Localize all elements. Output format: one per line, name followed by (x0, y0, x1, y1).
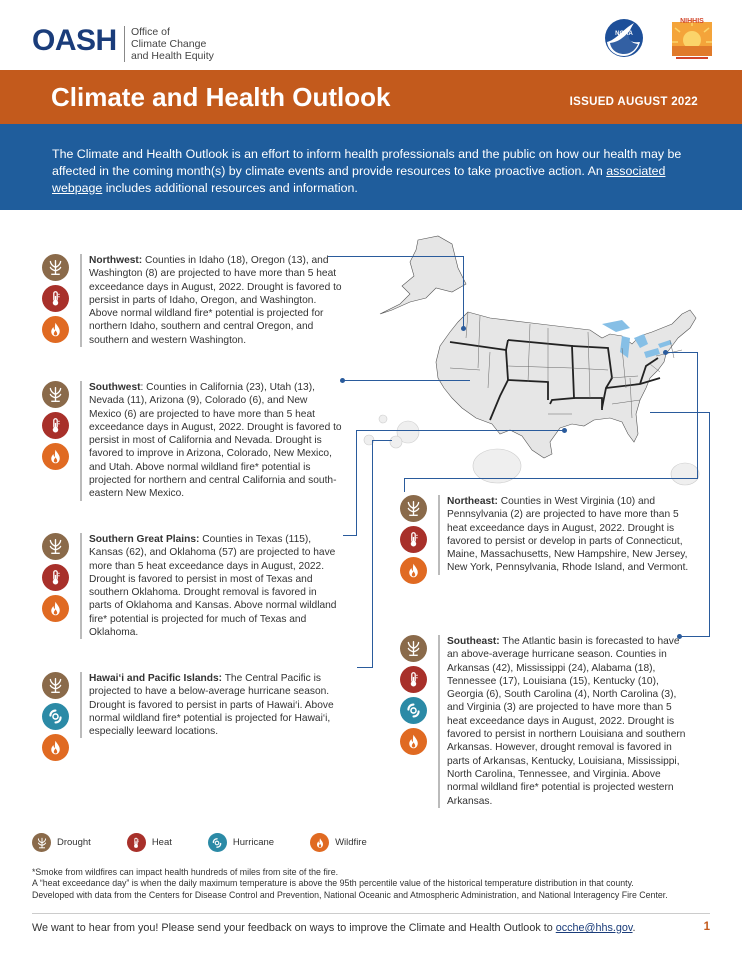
heat-icon (42, 412, 69, 439)
map-continental-us (436, 310, 696, 458)
connector-northeast-d (404, 478, 405, 492)
footnote-smoke: *Smoke from wildfires can impact health hundreds of miles from site of the fire. (32, 867, 339, 877)
region-description: : Counties in California (23), Utah (13), Nevada (11), Arizona (9), Colorado (6), and New Mexico (6) are projected to have more than 5 heat exceedance days in August, 2022. Drought is favored to persist in most of California and Nevada. Drought is favored to improve in Arizona, Colorado, New Mexico, and Utah. Above normal wildland fire* potential is projected for northern and central California and south-eastern New Mexico. (89, 382, 342, 500)
map-puerto-rico (671, 463, 699, 485)
icon-legend (32, 833, 403, 852)
intro-text: The Climate and Health Outlook is an effort to inform health professionals and the public on how our health may be affected in the coming month(s) by climate events and provide resources to take proactive action. An (52, 147, 682, 178)
heat-icon (127, 833, 146, 852)
nihhis-logo (672, 16, 712, 62)
office-line-1: Office of (131, 26, 170, 38)
heat-icon (400, 666, 427, 693)
issued-date: ISSUED AUGUST 2022 (569, 96, 698, 108)
drought-icon (42, 672, 69, 699)
svg-text:NOAA: NOAA (615, 31, 633, 37)
region-name: Northwest: (89, 255, 143, 266)
region-hawaii-text (80, 672, 342, 738)
legend-wildfire (310, 833, 367, 852)
region-sgp-text (80, 533, 342, 639)
region-northwest-text (80, 254, 342, 347)
wildfire-icon (310, 833, 329, 852)
region-description: The Atlantic basin is forecasted to have an above-average hurricane season. Counties in Arkansas (42), Mississippi (24), Alabama (18), Tennessee (17), Louisiana (15), Kentucky (10), Georgia (6), South Carolina (4), North Carolina (3), and Virginia (3) are projected to have more than 5 heat exceedance days in August, 2022. Drought is favored to persist in northern Louisiana and southern Arkansas. However, drought removal is favored in parts of Arkansas, Kentucky, Louisiana, Mississippi, North Carolina, Tennessee, and Virginia. Above normal wildland fire* potential is projected western Arkansas. (447, 636, 686, 807)
associated-webpage-link[interactable]: associated webpage (52, 164, 666, 195)
heat-icon (42, 564, 69, 591)
hurricane-icon (42, 703, 69, 730)
legend-label: Heat (151, 837, 172, 848)
intro-section (0, 124, 742, 210)
office-line-2: Climate Change (131, 38, 207, 50)
connector-dot (663, 350, 668, 355)
wildfire-icon (42, 734, 69, 761)
logo-divider (124, 26, 125, 62)
legend-label: Hurricane (232, 837, 275, 848)
map-alaska (380, 236, 466, 314)
us-map (340, 228, 725, 518)
office-line-3: and Health Equity (131, 50, 214, 62)
page-number: 1 (703, 921, 710, 933)
heat-icon (400, 526, 427, 553)
connector-northwest-v (463, 256, 464, 328)
wildfire-icon (400, 557, 427, 584)
title-banner (0, 70, 742, 124)
connector-dot (562, 428, 567, 433)
feedback-text: We want to hear from you! Please send your feedback on ways to improve the Climate and Health Outlook to (32, 922, 556, 934)
connector-southeast-v (709, 412, 710, 637)
office-name (131, 26, 251, 62)
wildfire-icon (400, 728, 427, 755)
region-northeast-text (438, 495, 690, 575)
footnotes (32, 867, 712, 901)
region-description: Counties in West Virginia (10) and Pennsylvania (2) are projected to have more than 5 heat exceedance days in August, 2022. Drought is favored to persist or develop in parts of Connecticut, Maine, Massachusetts, New Hampshire, New Jersey, New York, Pennsylvania, Rhode Island, and Vermont. (447, 496, 689, 574)
drought-icon (400, 495, 427, 522)
feedback-line (32, 922, 636, 934)
region-description: The Central Pacific is projected to have a below-average hurricane season. Drought is favored to persist in parts of Hawai‘i. Above normal wildland fire* potential is projected for Hawai‘i, especially leeward locations. (89, 673, 334, 738)
hurricane-icon (400, 697, 427, 724)
connector-hawaii-h2 (372, 440, 392, 441)
heat-icon (42, 285, 69, 312)
connector-sgp-h (343, 535, 357, 536)
drought-icon (32, 833, 51, 852)
connector-northwest (328, 256, 464, 257)
legend-drought (32, 833, 91, 852)
connector-hawaii-v (372, 440, 373, 668)
feedback-end: . (632, 922, 636, 934)
footnote-sources: Developed with data from the Centers for Disease Control and Prevention, National Oceanic and Atmospheric Administration, and National Interagency Fire Center. (32, 889, 668, 900)
connector-sgp-h2 (356, 430, 564, 431)
legend-label: Wildfire (335, 837, 367, 848)
region-name: Southern Great Plains: (89, 534, 200, 545)
region-name: Hawai‘i and Pacific Islands: (89, 673, 223, 684)
region-description: Counties in Texas (115), Kansas (62), and Oklahoma (57) are projected to have more than 5 heat exceedance days in August, 2022. Drought is favored to persist in most of Texas and southern Oklahoma. Drought removal is favored in parts of Oklahoma and Kansas. Above normal wildland fire* potential is projected for much of Texas and Oklahoma. (89, 534, 337, 639)
connector-northeast-h2 (666, 352, 698, 353)
region-name: Southeast: (447, 636, 500, 647)
noaa-logo (604, 18, 644, 58)
connector-dot (461, 326, 466, 331)
wildfire-icon (42, 316, 69, 343)
region-name: Northeast: (447, 496, 498, 507)
hurricane-icon (208, 833, 227, 852)
connector-northeast-v (697, 352, 698, 479)
region-southeast-text (438, 635, 690, 808)
svg-text:NIHHIS: NIHHIS (680, 18, 704, 25)
drought-icon (42, 254, 69, 281)
connector-northeast-h (404, 478, 698, 479)
connector-hawaii-h (357, 667, 373, 668)
connector-sgp-v (356, 430, 357, 536)
legend-heat (127, 833, 172, 852)
region-description: Counties in Idaho (18), Oregon (13), and Washington (8) are projected to have more than 5 heat exceedance days in August, 2022. Drought is favored to persist in parts of Idaho, Oregon, and Washington. Above normal wildland fire* potential is projected for northern Idaho, southern and central Oregon, and southern and western Washington. (89, 255, 342, 346)
feedback-email-link[interactable]: ocche@hhs.gov (555, 922, 633, 934)
wildfire-icon (42, 595, 69, 622)
legend-hurricane (208, 833, 274, 852)
page-header (0, 0, 742, 70)
region-southwest-text (80, 381, 342, 501)
intro-text-end: includes additional resources and information. (102, 181, 358, 195)
wildfire-icon (42, 443, 69, 470)
oash-logo: OASH (32, 24, 117, 57)
footnote-heat-day: A “heat exceedance day” is when the daily maximum temperature is above the 95th percentile value of the historical temperature distribution in that county. (32, 878, 634, 889)
legend-label: Drought (57, 837, 91, 848)
connector-southwest (342, 380, 470, 381)
drought-icon (400, 635, 427, 662)
page-title: Climate and Health Outlook (51, 82, 391, 112)
drought-icon (42, 381, 69, 408)
footer-divider (32, 913, 710, 914)
connector-southeast-h2 (650, 412, 710, 413)
region-name: Southwest (89, 382, 141, 393)
drought-icon (42, 533, 69, 560)
